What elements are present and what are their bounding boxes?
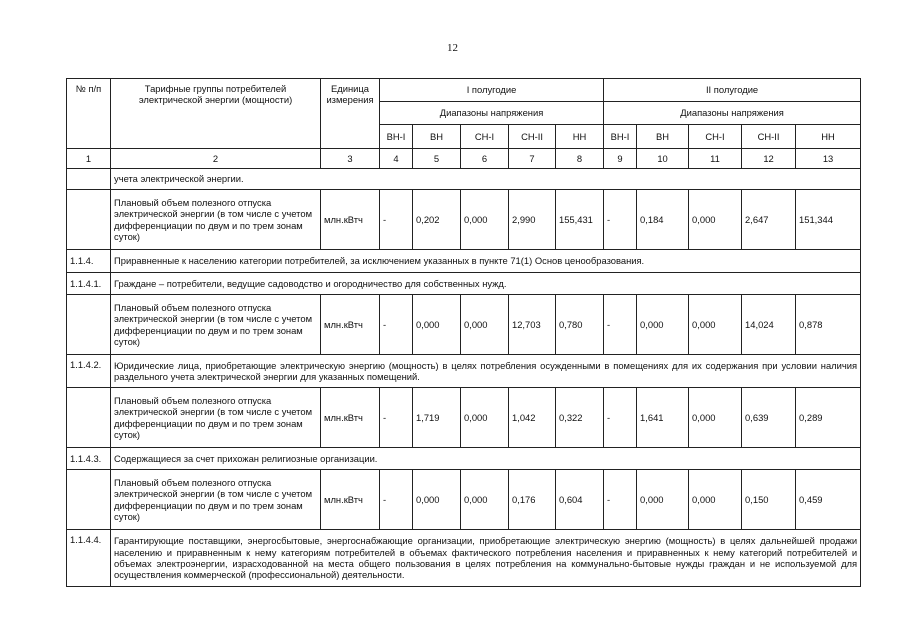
row-text: учета электрической энергии. — [111, 169, 861, 190]
value-cell: 0,000 — [461, 388, 509, 448]
col-number: 5 — [413, 149, 461, 169]
header-ranges-2: Диапазоны напряжения — [604, 102, 861, 125]
row-unit: млн.кВтч — [321, 295, 380, 355]
tariff-table — [66, 78, 861, 587]
table-row — [67, 295, 861, 355]
header-ranges-1: Диапазоны напряжения — [380, 102, 604, 125]
table-row — [67, 388, 861, 448]
row-num: 1.1.4.3. — [67, 448, 111, 470]
header-unit: Единица измерения — [321, 79, 380, 149]
value-cell: 0,000 — [413, 295, 461, 355]
level-sn1-h2: СН-I — [689, 125, 742, 149]
row-num — [67, 388, 111, 448]
row-num: 1.1.4.4. — [67, 530, 111, 587]
value-cell: 0,000 — [689, 470, 742, 530]
value-cell: - — [604, 388, 637, 448]
column-number-row — [67, 149, 861, 169]
col-number: 2 — [111, 149, 321, 169]
col-number: 10 — [637, 149, 689, 169]
page-number: 12 — [447, 42, 458, 54]
row-num: 1.1.4.1. — [67, 273, 111, 295]
row-text: Приравненные к населению категории потребителей, за исключением указанных в пункте 71(1) Основ ценообразования. — [111, 250, 861, 273]
value-cell: 0,000 — [461, 470, 509, 530]
row-label: Плановый объем полезного отпуска электрической энергии (в том числе с учетом дифференциации по двум и по трем зонам суток) — [111, 388, 321, 448]
row-text: Граждане – потребители, ведущие садоводство и огородничество для собственных нужд. — [111, 273, 861, 295]
col-number: 1 — [67, 149, 111, 169]
value-cell: 0,289 — [796, 388, 861, 448]
col-number: 4 — [380, 149, 413, 169]
value-cell: - — [380, 190, 413, 250]
row-num: 1.1.4. — [67, 250, 111, 273]
row-num — [67, 470, 111, 530]
col-number: 11 — [689, 149, 742, 169]
value-cell: 0,639 — [742, 388, 796, 448]
table-row — [67, 470, 861, 530]
value-cell: 14,024 — [742, 295, 796, 355]
value-cell: 0,000 — [637, 470, 689, 530]
row-label: Плановый объем полезного отпуска электрической энергии (в том числе с учетом дифференциации по двум и по трем зонам суток) — [111, 190, 321, 250]
row-unit: млн.кВтч — [321, 470, 380, 530]
value-cell: 0,150 — [742, 470, 796, 530]
value-cell: 1,042 — [509, 388, 556, 448]
level-nn-h2: НН — [796, 125, 861, 149]
level-vn-h2: ВН — [637, 125, 689, 149]
value-cell: - — [380, 470, 413, 530]
value-cell: 0,000 — [689, 295, 742, 355]
value-cell: 0,780 — [556, 295, 604, 355]
value-cell: 0,000 — [461, 295, 509, 355]
value-cell: 0,322 — [556, 388, 604, 448]
level-vn1-h1: ВН-I — [380, 125, 413, 149]
value-cell: 151,344 — [796, 190, 861, 250]
value-cell: 1,641 — [637, 388, 689, 448]
col-number: 9 — [604, 149, 637, 169]
value-cell: 1,719 — [413, 388, 461, 448]
header-num: № п/п — [67, 79, 111, 149]
row-label: Плановый объем полезного отпуска электрической энергии (в том числе с учетом дифференциации по двум и по трем зонам суток) — [111, 470, 321, 530]
value-cell: 0,604 — [556, 470, 604, 530]
value-cell: - — [604, 295, 637, 355]
table-row — [67, 355, 861, 388]
col-number: 6 — [461, 149, 509, 169]
value-cell: 0,000 — [413, 470, 461, 530]
value-cell: 2,647 — [742, 190, 796, 250]
row-label: Плановый объем полезного отпуска электрической энергии (в том числе с учетом дифференциации по двум и по трем зонам суток) — [111, 295, 321, 355]
value-cell: - — [380, 295, 413, 355]
header-group: Тарифные группы потребителей электрической энергии (мощности) — [111, 79, 321, 149]
value-cell: 0,176 — [509, 470, 556, 530]
value-cell: - — [604, 190, 637, 250]
table-row — [67, 190, 861, 250]
col-number: 8 — [556, 149, 604, 169]
row-text: Гарантирующие поставщики, энергосбытовые, энергоснабжающие организации, приобретающие электрическую энергию (мощность) в целях дальнейшей продажи населению и приравненным к нему категориям потребителей в объемах фактического потребления населения и приравненных к нему категорий потребителей и объемах электроэнергии, израсходованной на места общего пользования в целях потребления на коммунально-бытовые нужды граждан и не используемой для осуществления коммерческой (профессиональной) деятельности. — [111, 530, 861, 587]
value-cell: 0,000 — [461, 190, 509, 250]
row-num — [67, 190, 111, 250]
table-row — [67, 250, 861, 273]
value-cell: 0,000 — [689, 388, 742, 448]
row-unit: млн.кВтч — [321, 190, 380, 250]
value-cell: 12,703 — [509, 295, 556, 355]
value-cell: 0,202 — [413, 190, 461, 250]
level-sn2-h1: СН-II — [509, 125, 556, 149]
header-half-1: I полугодие — [380, 79, 604, 102]
header-half-2: II полугодие — [604, 79, 861, 102]
table-row — [67, 169, 861, 190]
col-number: 3 — [321, 149, 380, 169]
value-cell: 0,000 — [637, 295, 689, 355]
row-text: Содержащиеся за счет прихожан религиозные организации. — [111, 448, 861, 470]
level-sn1-h1: СН-I — [461, 125, 509, 149]
level-vn1-h2: ВН-I — [604, 125, 637, 149]
col-number: 13 — [796, 149, 861, 169]
row-num — [67, 169, 111, 190]
level-sn2-h2: СН-II — [742, 125, 796, 149]
row-unit: млн.кВтч — [321, 388, 380, 448]
value-cell: - — [380, 388, 413, 448]
value-cell: 0,459 — [796, 470, 861, 530]
value-cell: 155,431 — [556, 190, 604, 250]
level-vn-h1: ВН — [413, 125, 461, 149]
value-cell: 0,878 — [796, 295, 861, 355]
value-cell: 0,000 — [689, 190, 742, 250]
table-row — [67, 530, 861, 587]
col-number: 12 — [742, 149, 796, 169]
table-row — [67, 448, 861, 470]
value-cell: - — [604, 470, 637, 530]
value-cell: 0,184 — [637, 190, 689, 250]
level-nn-h1: НН — [556, 125, 604, 149]
value-cell: 2,990 — [509, 190, 556, 250]
table-row — [67, 273, 861, 295]
row-text: Юридические лица, приобретающие электрическую энергию (мощность) в целях потребления осужденными в помещениях для их содержания при условии наличия раздельного учета электрической энергии для указанных помещений. — [111, 355, 861, 388]
row-num — [67, 295, 111, 355]
col-number: 7 — [509, 149, 556, 169]
row-num: 1.1.4.2. — [67, 355, 111, 388]
